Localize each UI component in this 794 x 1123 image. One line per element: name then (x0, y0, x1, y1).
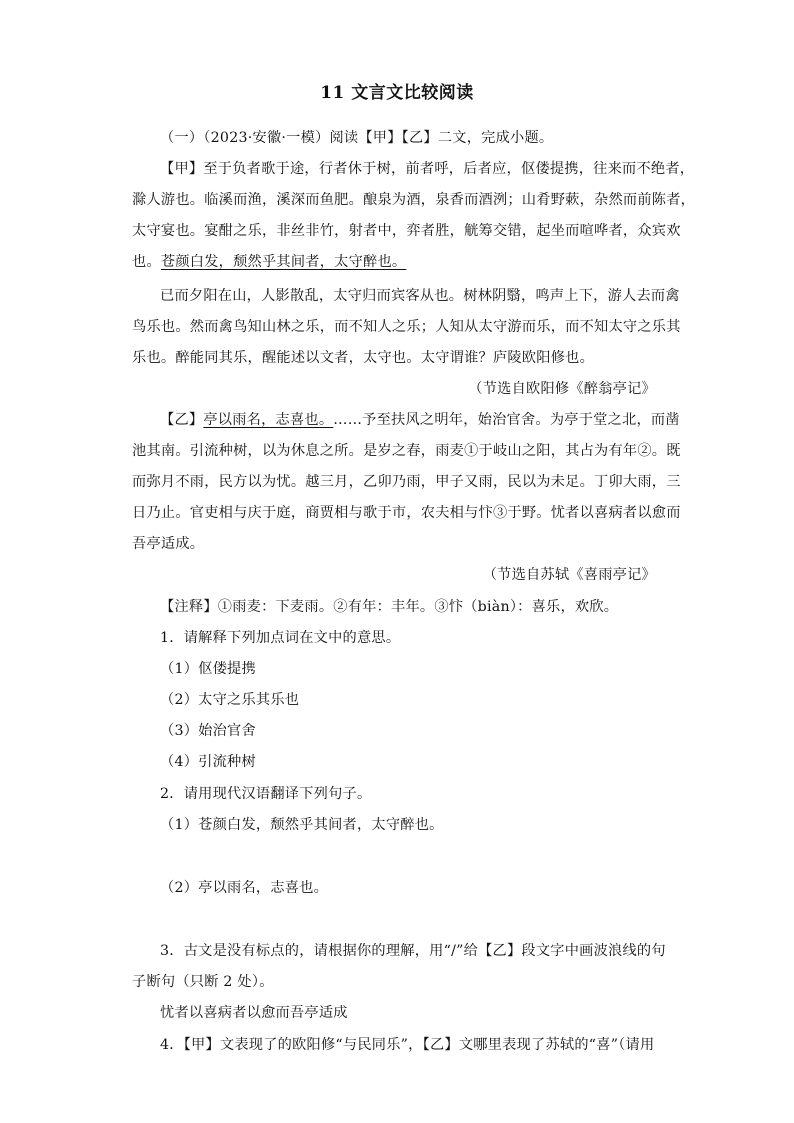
question-1-item: （1）伛偻提携 (160, 661, 256, 677)
question-3-sentence: 忧者以喜病者以愈而吾亭适成 (160, 1005, 348, 1021)
question-4-stem: 4．【甲】文表现了的欧阳修“与民同乐”，【乙】文哪里表现了苏轼的“喜”（请用 (160, 1037, 655, 1053)
passage-jia-line: 鸟乐也。然而禽鸟知山林之乐，而不知人之乐；人知从太守游而乐，而不知太守之乐其 (132, 319, 681, 335)
question-3-stem: 子断句（只断 2 处）。 (132, 974, 274, 990)
section-intro: （一）（2023·安徽·一模）阅读【甲】【乙】二文，完成小题。 (160, 130, 554, 146)
passage-jia-line: 已而夕阳在山，人影散乱，太守归而宾客从也。树林阴翳，鸣声上下，游人去而禽 (160, 288, 680, 304)
page-title: 11 文言文比较阅读 (320, 83, 474, 103)
passage-yi-line: 而弥月不雨，民方以为忧。越三月，乙卯乃雨，甲子又雨，民以为未足。丁卯大雨，三 (132, 474, 681, 490)
question-3-stem: 3．古文是没有标点的，请根据你的理解，用“/”给【乙】段文字中画波浪线的句 (160, 943, 666, 959)
passage-yi-text: ……予至扶风之明年，始治官舍。为亭于堂之北，而凿 (333, 412, 680, 428)
passage-yi-line (160, 410, 700, 430)
passage-yi-line: 吾亭适成。 (132, 536, 205, 552)
passage-yi-label: 【乙】 (160, 412, 204, 428)
question-2-item: （2）亭以雨名，志喜也。 (160, 880, 329, 896)
passage-jia-text: 也。 (132, 254, 161, 270)
passage-yi-line: 池其南。引流种树，以为休息之所。是岁之春，雨麦①于岐山之阳，其占为有年②。既 (132, 443, 681, 459)
underlined-sentence: 苍颜白发，颓然乎其间者，太守醉也。 (160, 254, 407, 270)
question-1-item: （3）始治官舍 (160, 723, 256, 739)
passage-jia-line: 【甲】至于负者歌于途，行者休于树，前者呼，后者应，伛偻提携，往来而不绝者， (160, 161, 695, 177)
question-1-stem: 1．请解释下列加点词在文中的意思。 (160, 630, 401, 646)
question-2-stem: 2．请用现代汉语翻译下列句子。 (160, 786, 372, 802)
passage-yi-line: 日乃止。官吏相与庆于庭，商贾相与歌于市，农夫相与忭③于野。忧者以喜病者以愈而 (132, 505, 681, 521)
passage-jia-line: 乐也。醉能同其乐，醒能述以文者，太守也。太守谓谁？庐陵欧阳修也。 (132, 350, 595, 366)
source-citation: （节选自欧阳修《醉翁亭记》 (468, 381, 656, 397)
question-1-item: （4）引流种树 (160, 754, 256, 770)
annotation-notes: 【注释】①雨麦：下麦雨。②有年：丰年。③忭（biàn）：喜乐，欢欣。 (160, 599, 619, 615)
question-2-item: （1）苍颜白发，颓然乎其间者，太守醉也。 (160, 817, 444, 833)
passage-jia-line: 太守宴也。宴酣之乐，非丝非竹，射者中，弈者胜，觥筹交错，起坐而喧哗者，众宾欢 (132, 223, 681, 239)
underlined-sentence: 亭以雨名，志喜也。 (203, 412, 334, 428)
source-citation: （节选自苏轼《喜雨亭记》 (482, 567, 656, 583)
passage-jia-line: 滁人游也。临溪而渔，溪深而鱼肥。酿泉为酒，泉香而酒洌；山肴野蔌，杂然而前陈者， (132, 192, 696, 208)
question-1-item: （2）太守之乐其乐也 (160, 692, 300, 708)
passage-jia-line (132, 252, 672, 272)
